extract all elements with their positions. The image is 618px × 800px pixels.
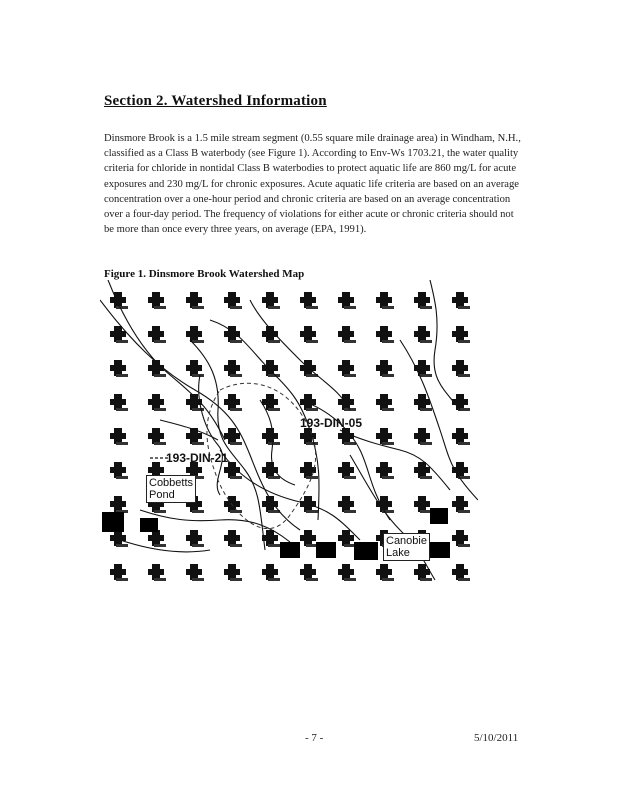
page-number: - 7 -	[305, 732, 324, 744]
lake-label-line2: Lake	[386, 547, 410, 559]
pond-label	[146, 475, 196, 503]
station-label-upper: 193-DIN-05	[300, 416, 363, 430]
figure-caption: Figure 1. Dinsmore Brook Watershed Map	[104, 268, 305, 280]
section-paragraph: Dinsmore Brook is a 1.5 mile stream segment (0.55 square mile drainage area) in Windham, N.H., classified as a Class B waterbody (see Figure 1). According to Env-Ws 1703.21, the water quality criteria for chloride in nontidal Class B waterbodies to protect aquatic life are 860 mg/L for acute exposures and 230 mg/L for chronic exposures. Acute aquatic life criteria are based on an average concentration over a one-hour period and chronic criteria are based on an average concentration over a four-day period. The frequency of violations for either acute or chronic criteria should not be more than once every three years, on average (EPA, 1991).	[104, 133, 521, 236]
pond-label-line2: Pond	[149, 489, 175, 501]
footer-date: 5/10/2011	[474, 732, 519, 744]
pond-label-line1: Cobbetts	[149, 477, 194, 489]
section-heading: Section 2. Watershed Information	[104, 93, 327, 109]
station-label-lower: 193-DIN-21	[166, 451, 229, 465]
lake-label	[383, 533, 430, 561]
watershed-map	[100, 280, 478, 595]
lake-label-line1: Canobie	[386, 535, 427, 547]
